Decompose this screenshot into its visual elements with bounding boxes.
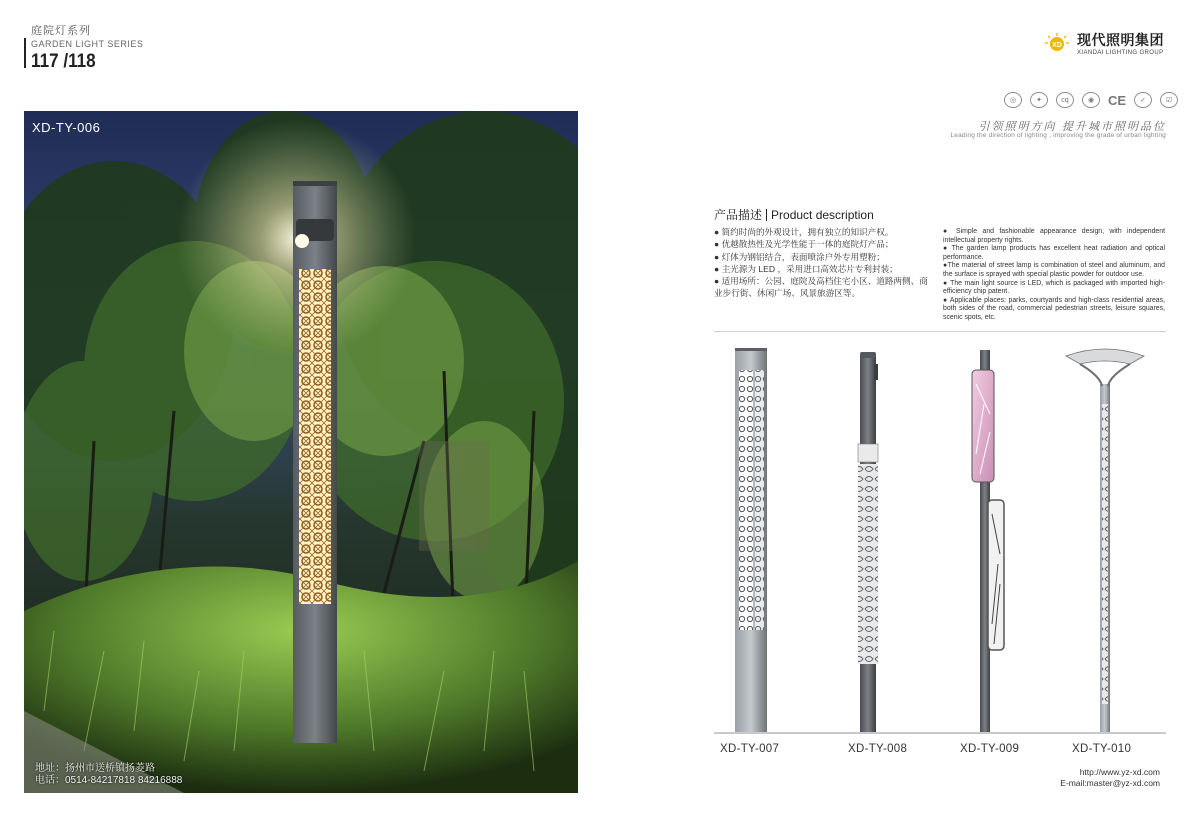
desc-en-item: ● Simple and fashionable appearance design, with independent intellectual property rights. bbox=[943, 228, 1165, 244]
desc-cn-item: ● 适用场所：公园、庭院及高档住宅小区、道路两侧、商业步行街、休闲广场、风景旅游区等。 bbox=[714, 276, 928, 299]
cb-cert-icon: ☑ bbox=[1160, 92, 1178, 108]
description-cn bbox=[714, 226, 934, 300]
product-xd-ty-007-image bbox=[735, 348, 767, 732]
desc-cn-item: ● 灯体为钢铝结合，表面喷涂户外专用塑粉； bbox=[714, 251, 885, 262]
vde-cert-icon: ✦ bbox=[1030, 92, 1048, 108]
product-label: XD-TY-010 bbox=[1072, 743, 1132, 755]
cqc-cert-icon: cq bbox=[1056, 92, 1074, 108]
xd-sun-logo-icon bbox=[1043, 32, 1071, 54]
desc-en-item: ● The garden lamp products has excellent heat radiation and optical performance. bbox=[943, 245, 1165, 261]
product-label: XD-TY-007 bbox=[720, 743, 780, 755]
brand-name-cn: 现代照明集团 bbox=[1077, 32, 1164, 48]
description-divider bbox=[714, 331, 1166, 332]
brand-text bbox=[1077, 30, 1164, 56]
desc-cn-item: ● 主光源为 LED ，采用进口高效芯片专利封装； bbox=[714, 263, 898, 274]
contact-block bbox=[1060, 767, 1160, 789]
hero-scene-illustration bbox=[24, 111, 578, 793]
email-link[interactable]: E-mail:master@yz-xd.com bbox=[1060, 778, 1160, 788]
product-label: XD-TY-008 bbox=[848, 743, 908, 755]
hero-model-label: XD-TY-006 bbox=[32, 120, 101, 135]
product-xd-ty-008-image bbox=[858, 352, 878, 732]
website-link[interactable]: http://www.yz-xd.com bbox=[1079, 767, 1160, 777]
description-heading bbox=[714, 206, 874, 223]
product-lineup-illustration bbox=[714, 344, 1166, 740]
desc-cn-item: ● 优越散热性及光学性能于一体的庭院灯产品； bbox=[714, 239, 894, 250]
product-label: XD-TY-009 bbox=[960, 743, 1020, 755]
phone-text: 电话：0514-84217818 84216888 bbox=[35, 775, 183, 786]
series-title-cn: 庭院灯系列 bbox=[31, 25, 91, 37]
hero-photo bbox=[24, 111, 578, 793]
description-title-cn: 产品描述 bbox=[714, 208, 763, 222]
series-title-en: GARDEN LIGHT SERIES bbox=[31, 39, 144, 49]
header-rule bbox=[24, 38, 26, 68]
product-xd-ty-010-image bbox=[1066, 349, 1144, 732]
hero-contact bbox=[35, 763, 182, 787]
desc-en-item: ●The material of street lamp is combination of steel and aluminum, and the surface is sprayed with special plastic powder for outdoor use. bbox=[943, 262, 1165, 278]
product-lineup bbox=[714, 344, 1166, 740]
ul-cert-icon: ◉ bbox=[1082, 92, 1100, 108]
brand-name-en: XIANDAI LIGHTING GROUP bbox=[1077, 50, 1164, 56]
desc-en-item: ● The main light source is LED, which is packaged with imported high-efficiency chip patent. bbox=[943, 279, 1165, 296]
ccc-cert-icon: ◎ bbox=[1004, 92, 1022, 108]
description-title-en: Product description bbox=[771, 207, 874, 222]
series-header bbox=[31, 22, 143, 73]
brand-slogan-en: Leading the direction of lighting , improving the grade of urban lighting bbox=[950, 132, 1166, 139]
certification-icons bbox=[1004, 92, 1178, 108]
brand-slogan: 引领照明方向 提升城市照明品位 bbox=[978, 120, 1166, 133]
brand-logo-block bbox=[1043, 30, 1164, 56]
desc-cn-item: ● 简约时尚的外观设计，拥有独立的知识产权。 bbox=[714, 227, 894, 237]
product-xd-ty-009-image bbox=[972, 350, 1004, 732]
heading-divider bbox=[766, 209, 767, 221]
description-en bbox=[943, 228, 1165, 323]
ce-cert-icon: CE bbox=[1108, 92, 1127, 108]
desc-en-item: ● Applicable places: parks, courtyards and high-class residential areas, both sides of the road, commercial pedestrian streets, leisure squares, scenic spots, etc. bbox=[943, 296, 1165, 321]
address-text: 地址：扬州市送桥镇扬菱路 bbox=[35, 763, 155, 774]
svg-text:XD: XD bbox=[1052, 42, 1062, 49]
rohs-cert-icon: ✓ bbox=[1134, 92, 1152, 108]
page-numbers: 117 /118 bbox=[31, 51, 96, 72]
